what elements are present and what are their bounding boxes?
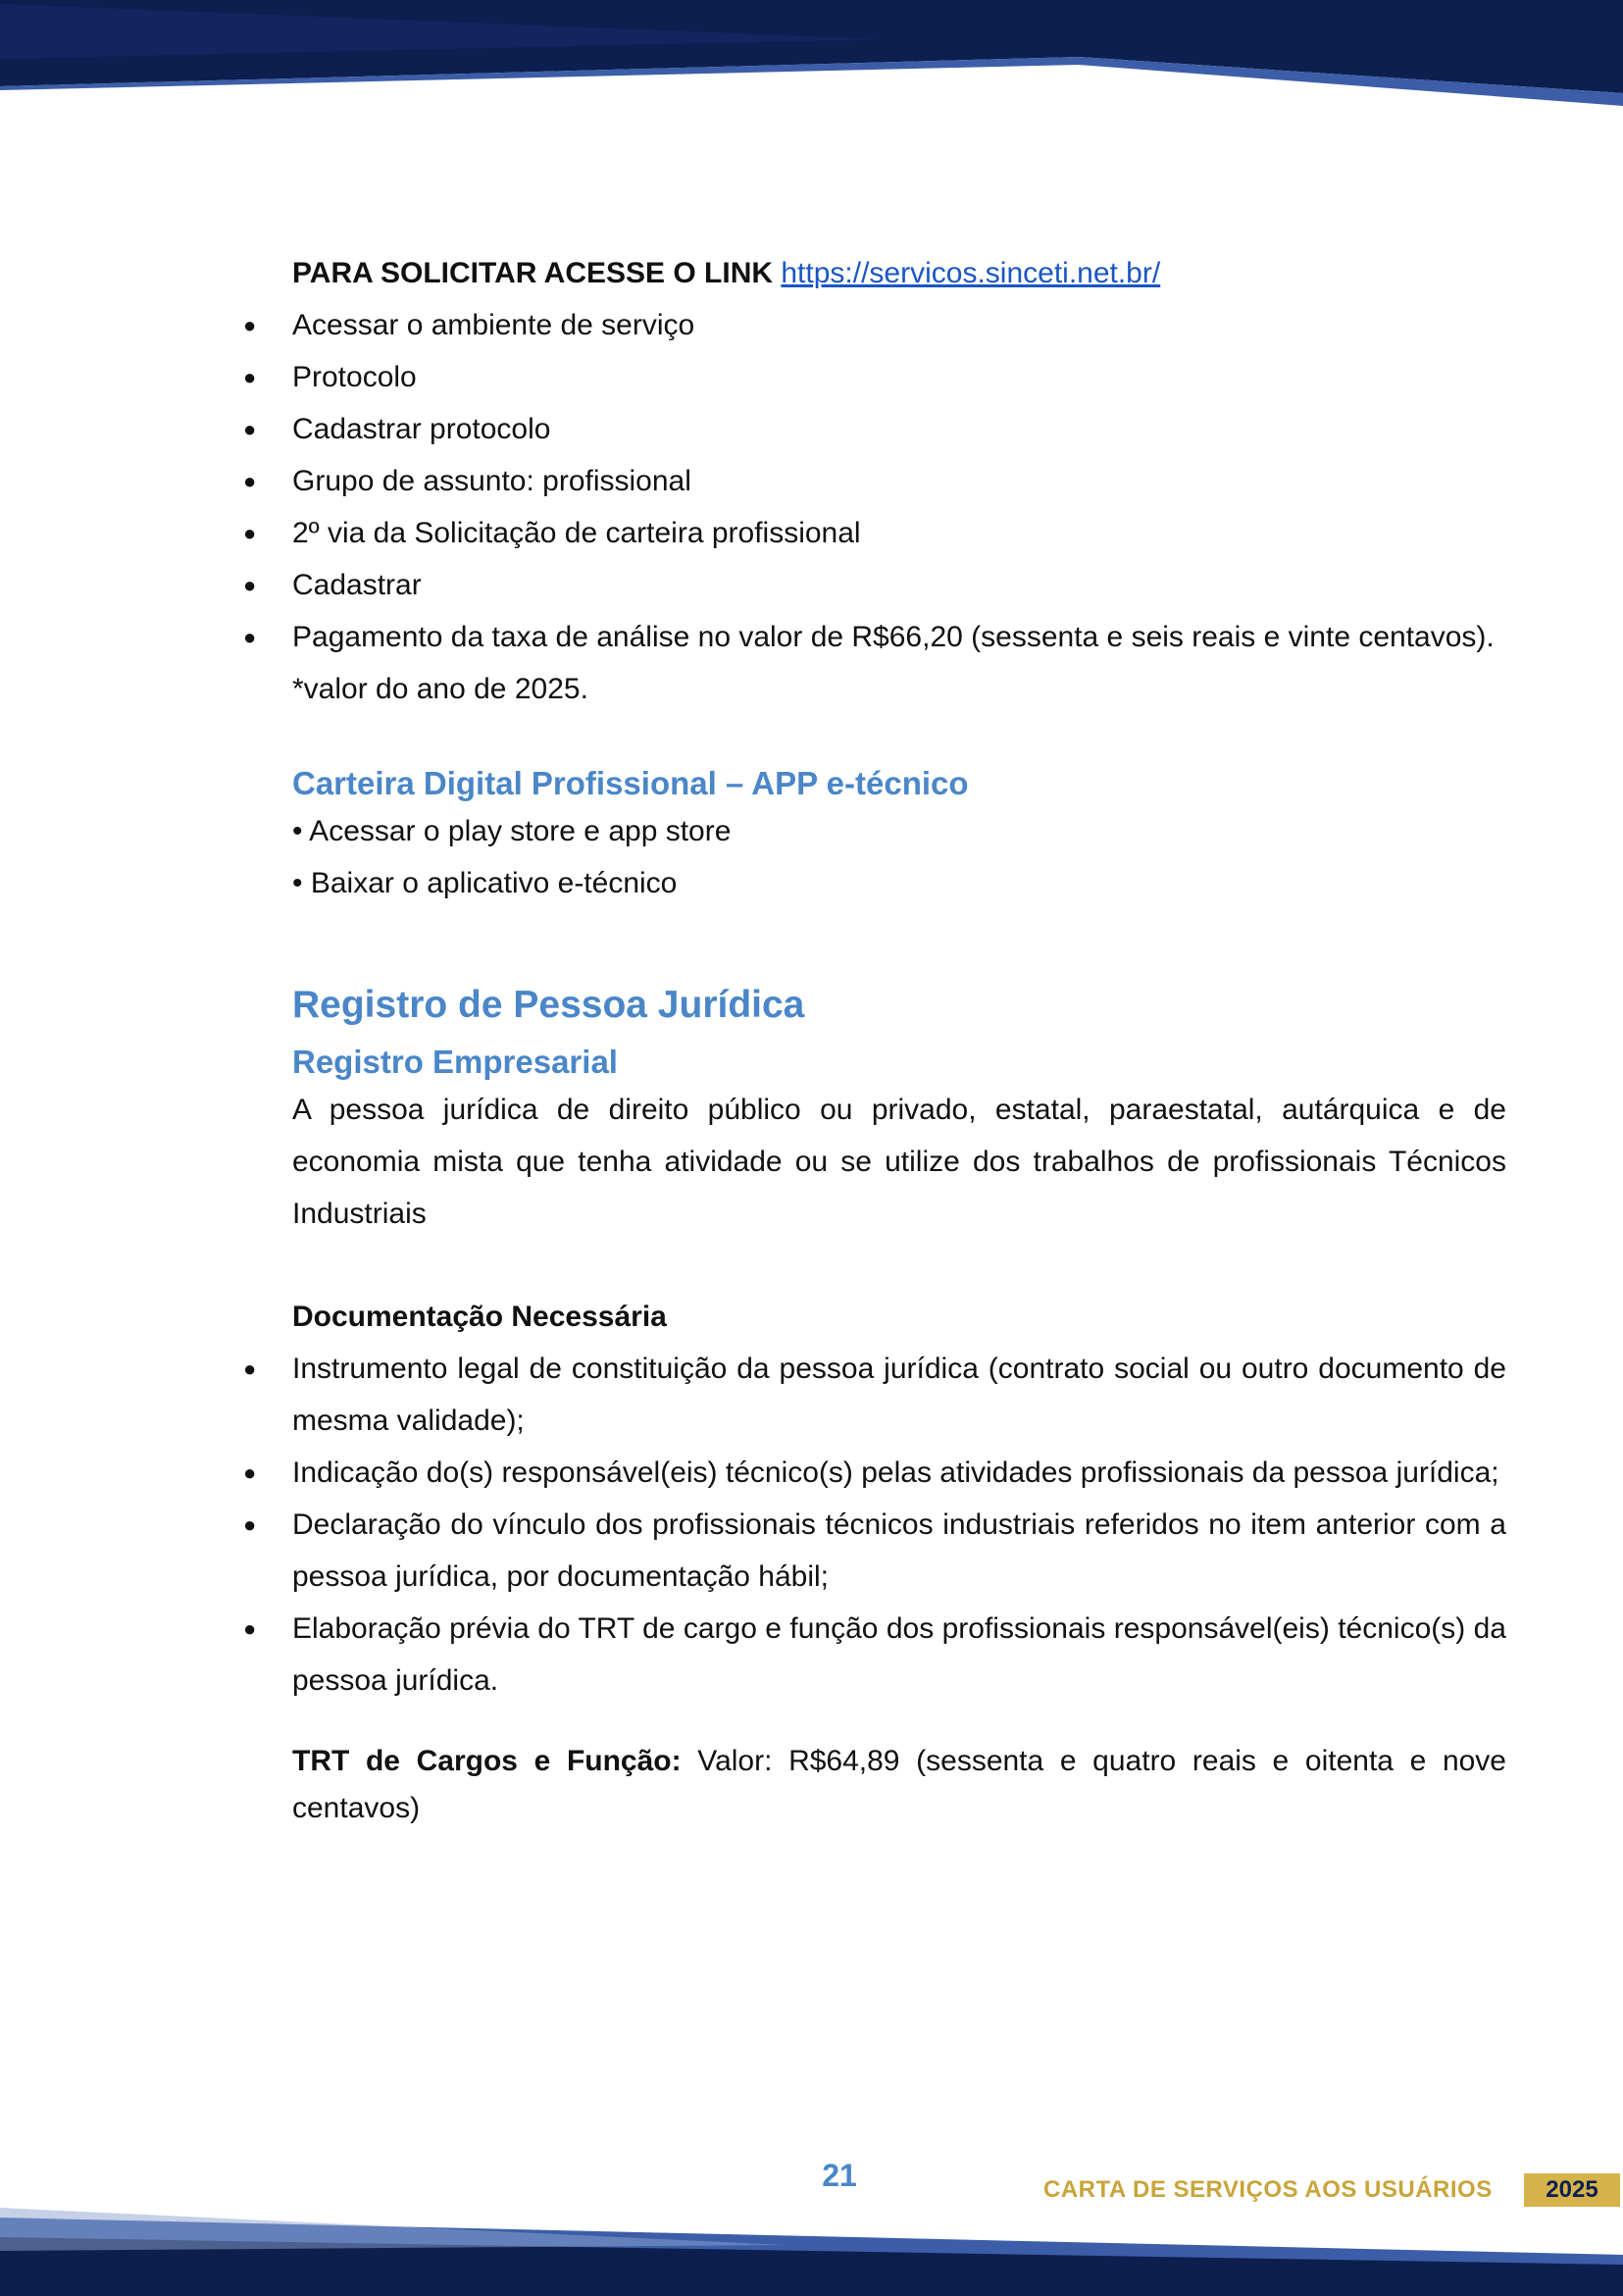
page-content — [292, 247, 1506, 1832]
documentacao-title: Documentação Necessária — [292, 1301, 667, 1333]
list-item: ● Acessar o ambiente de serviço — [292, 299, 1506, 351]
list-item: ● Elaboração prévia do TRT de cargo e função dos profissionais responsável(eis) técnico(s) da pessoa jurídica. — [292, 1603, 1506, 1707]
list-item: ● Cadastrar protocolo — [292, 403, 1506, 455]
sinceti-link[interactable]: https://servicos.sinceti.net.br/ — [781, 257, 1161, 289]
valor-note: *valor do ano de 2025. — [292, 673, 588, 705]
list-item: ● Protocolo — [292, 351, 1506, 403]
trt-value: Valor: R$64,89 (sessenta e quatro reais e oitenta e nove centavos) — [292, 1745, 1506, 1824]
footer-year-badge: 2025 — [1524, 2173, 1620, 2207]
trt-line — [292, 1738, 1506, 1832]
list-item: ● Grupo de assunto: profissional — [292, 455, 1506, 507]
carteira-item: • Baixar o aplicativo e-técnico — [292, 867, 678, 899]
registro-title: Registro de Pessoa Jurídica — [292, 984, 805, 1026]
solicitar-line — [292, 247, 1506, 299]
trt-label: TRT de Cargos e Função: — [292, 1745, 682, 1777]
solicitar-steps-list — [292, 299, 1506, 663]
carteira-item: • Acessar o play store e app store — [292, 815, 732, 847]
solicitar-label: PARA SOLICITAR ACESSE O LINK — [292, 257, 774, 289]
documentacao-list — [292, 1343, 1506, 1707]
carteira-title: Carteira Digital Profissional – APP e-técnico — [292, 765, 969, 801]
header-band — [0, 0, 1623, 108]
registro-paragraph: A pessoa jurídica de direito público ou privado, estatal, paraestatal, autárquica e de economia mista que tenha atividade ou se utilize dos trabalhos de profissionais Técnicos Industriais — [292, 1094, 1506, 1230]
list-item: ● Cadastrar — [292, 559, 1506, 611]
list-item: ● Instrumento legal de constituição da pessoa jurídica (contrato social ou outro documento de mesma validade); — [292, 1343, 1506, 1447]
registro-subtitle: Registro Empresarial — [292, 1044, 618, 1080]
list-item: ● 2º via da Solicitação de carteira profissional — [292, 507, 1506, 559]
list-item: ● Declaração do vínculo dos profissionais técnicos industriais referidos no item anterior com a pessoa jurídica, por documentação hábil; — [292, 1499, 1506, 1603]
page-number: 21 — [822, 2158, 857, 2193]
list-item: ● Indicação do(s) responsável(eis) técnico(s) pelas atividades profissionais da pessoa jurídica; — [292, 1447, 1506, 1499]
footer-title: CARTA DE SERVIÇOS AOS USUÁRIOS — [1043, 2176, 1493, 2203]
footer-band — [0, 2208, 1623, 2296]
list-item: ● Pagamento da taxa de análise no valor de R$66,20 (sessenta e seis reais e vinte centavos). — [292, 611, 1506, 663]
